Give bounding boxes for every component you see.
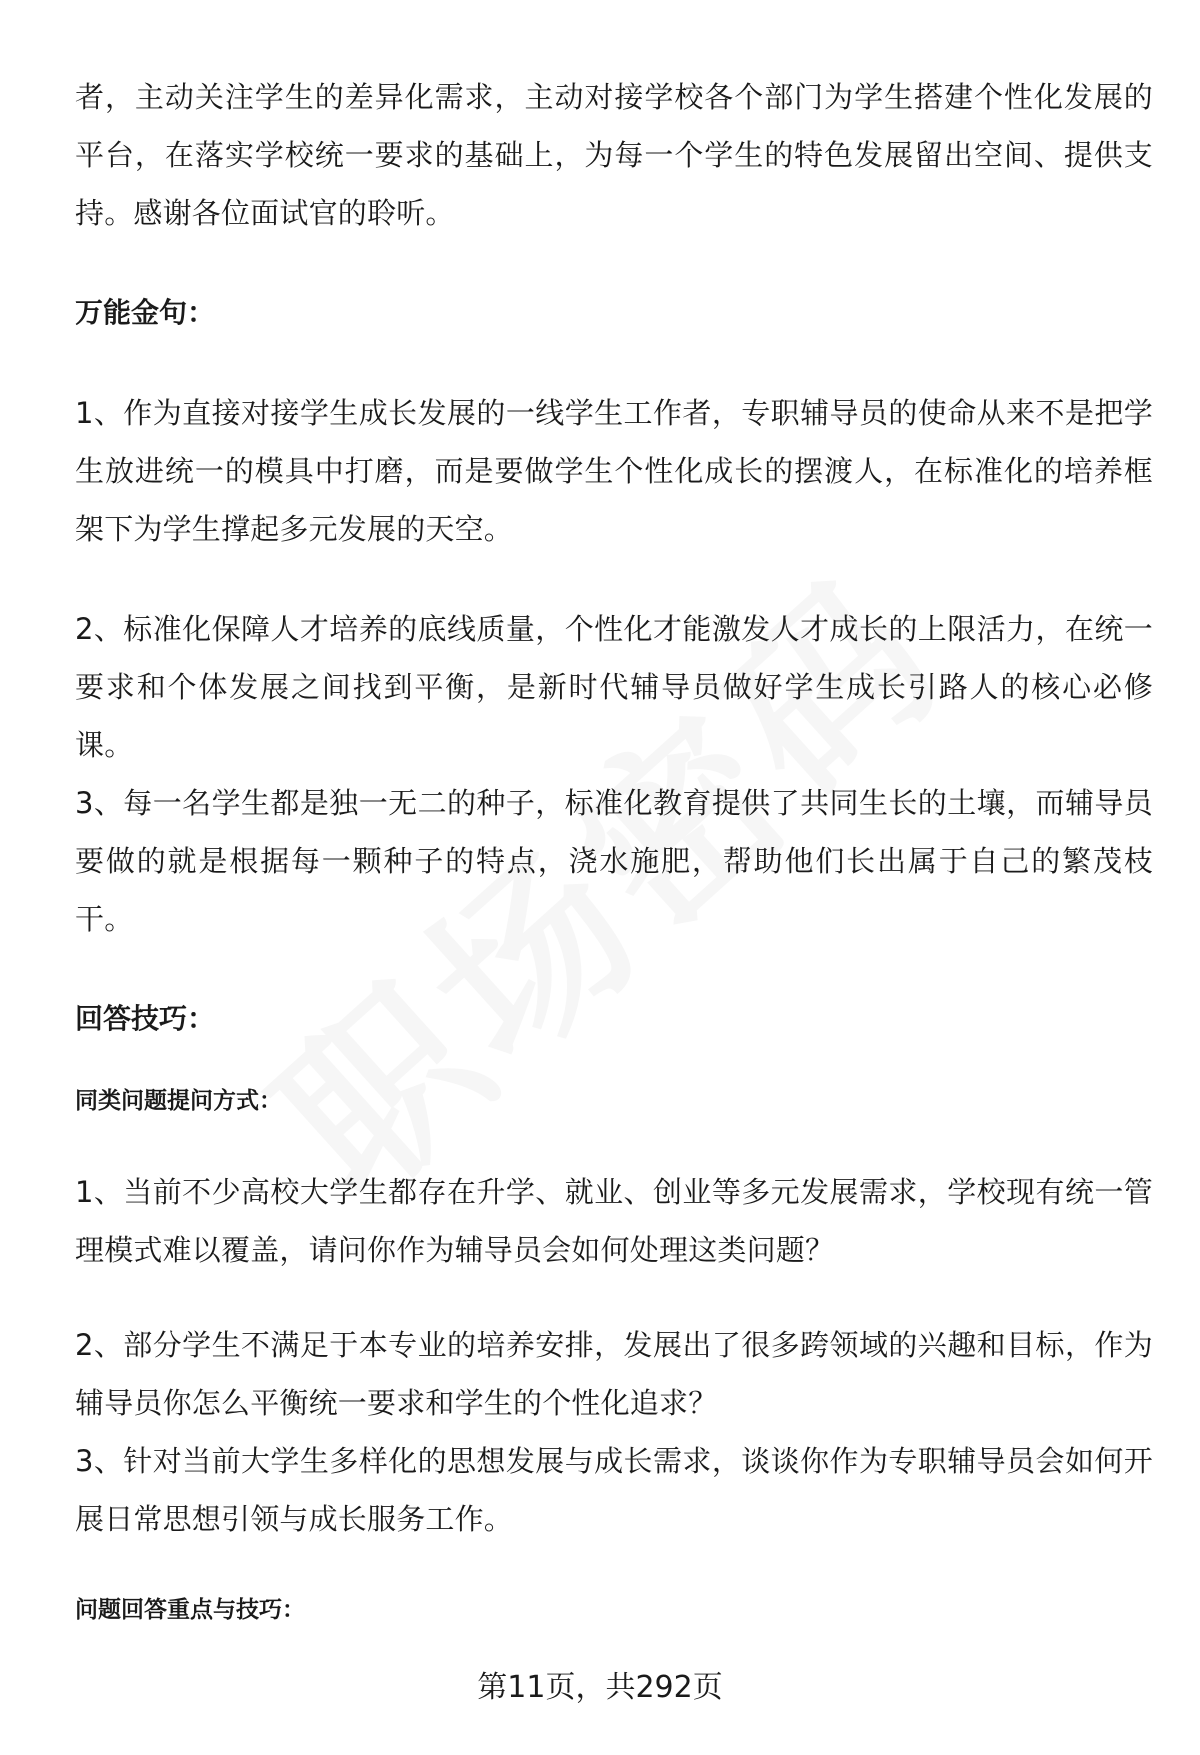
- answer-tips-heading: 回答技巧：: [75, 1002, 216, 1035]
- golden-item-2: 2、标准化保障人才培养的底线质量，个性化才能激发人才成长的上限活力，在统一要求和个体发展之间找到平衡，是新时代辅导员做好学生成长引路人的核心必修课。: [75, 612, 1153, 762]
- key-points-heading: 问题回答重点与技巧：: [75, 1597, 305, 1623]
- similar-question-3: 3、针对当前大学生多样化的思想发展与成长需求，谈谈你作为专职辅导员会如何开展日常思想引领与成长服务工作。: [75, 1444, 1153, 1536]
- page-number: 第11页，共292页: [477, 1670, 723, 1705]
- similar-questions-heading: 同类问题提问方式：: [75, 1088, 282, 1114]
- golden-item-1: 1、作为直接对接学生成长发展的一线学生工作者，专职辅导员的使命从来不是把学生放进统一的模具中打磨，而是要做学生个性化成长的摆渡人，在标准化的培养框架下为学生撑起多元发展的天空。: [75, 396, 1153, 546]
- similar-question-2: 2、部分学生不满足于本专业的培养安排，发展出了很多跨领域的兴趣和目标，作为辅导员你怎么平衡统一要求和学生的个性化追求？: [75, 1328, 1153, 1420]
- similar-question-1: 1、当前不少高校大学生都存在升学、就业、创业等多元发展需求，学校现有统一管理模式难以覆盖，请问你作为辅导员会如何处理这类问题？: [75, 1175, 1153, 1267]
- golden-sentences-heading: 万能金句：: [75, 296, 216, 329]
- intro-paragraph: 者，主动关注学生的差异化需求，主动对接学校各个部门为学生搭建个性化发展的平台，在落实学校统一要求的基础上，为每一个学生的特色发展留出空间、提供支持。感谢各位面试官的聆听。: [75, 80, 1153, 230]
- golden-item-3: 3、每一名学生都是独一无二的种子，标准化教育提供了共同生长的土壤，而辅导员要做的就是根据每一颗种子的特点，浇水施肥，帮助他们长出属于自己的繁茂枝干。: [75, 786, 1153, 936]
- document-content: [75, 68, 1153, 1635]
